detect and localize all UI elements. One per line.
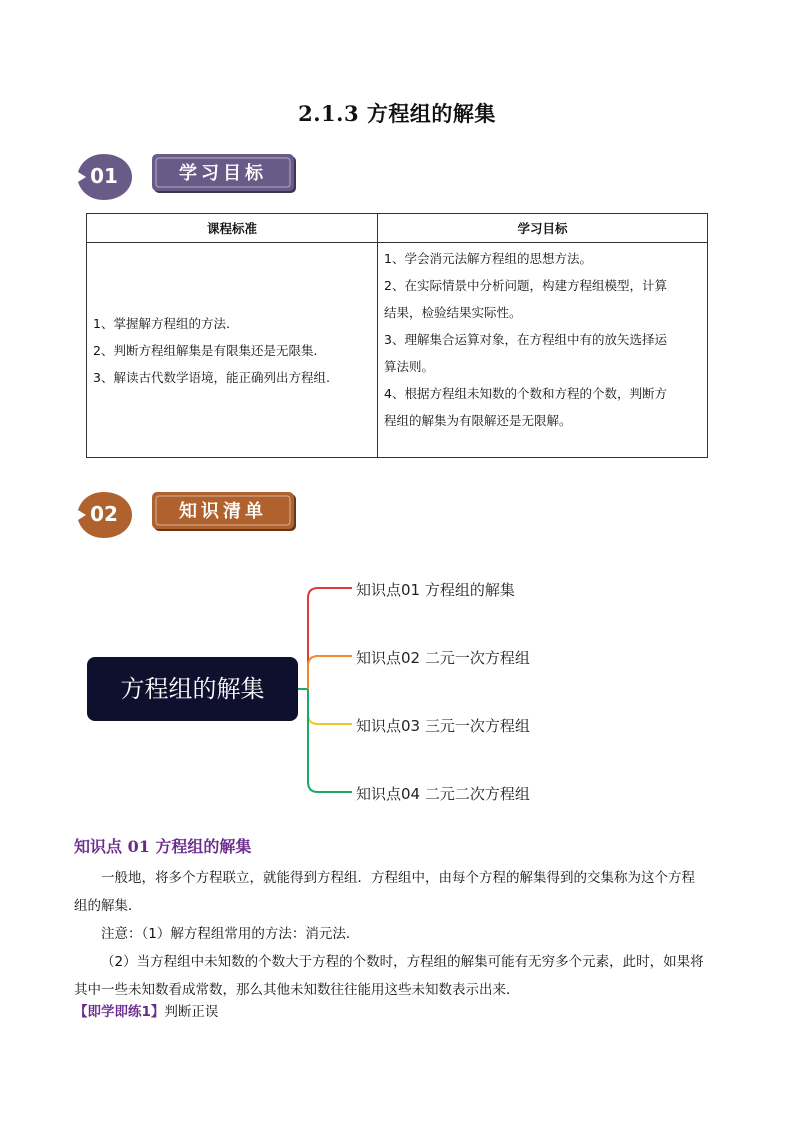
mindmap-branch: 知识点04 二元二次方程组 <box>356 785 530 803</box>
section-label: 知识清单 <box>179 501 267 522</box>
branch-connector-3 <box>308 689 352 724</box>
practice-text: 判断正误 <box>164 1004 219 1020</box>
objective-line: 4、根据方程组未知数的个数和方程的个数，判断方 <box>384 386 667 401</box>
objective-line: 结果，检验结果实际性。 <box>384 305 522 320</box>
objective-line: 2、在实际情景中分析问题，构建方程组模型，计算 <box>384 278 667 293</box>
section-header-knowledge <box>76 490 306 540</box>
objective-line: 1、学会消元法解方程组的思想方法。 <box>384 251 592 266</box>
note-line: 注意：（1）解方程组常用的方法：消元法． <box>101 926 360 942</box>
objective-line: 程组的解集为有限解还是无限解。 <box>384 413 572 428</box>
section-header-goals <box>76 152 306 202</box>
note-line: （2）当方程组中未知数的个数大于方程的个数时，方程组的解集可能有无穷多个元素，此时，如果将 <box>101 954 704 970</box>
branch-connector-4 <box>308 689 352 792</box>
standard-item: 3、解读古代数学语境，能正确列出方程组. <box>93 369 330 385</box>
objectives-cell <box>378 243 708 458</box>
mindmap-root: 方程组的解集 <box>87 657 298 721</box>
mindmap-branch: 知识点02 二元一次方程组 <box>356 649 530 667</box>
practice-tag: 【即学即练1】 <box>74 1004 165 1020</box>
objective-line: 算法则。 <box>384 359 435 374</box>
page-title: 2.1.3 方程组的解集 <box>298 101 496 126</box>
practice-prompt <box>74 998 218 1026</box>
section-number: 01 <box>90 164 118 188</box>
section-number: 02 <box>90 502 118 526</box>
knowledge-point-title: 知识点 01 方程组的解集 <box>74 837 252 856</box>
paragraph-line: 一般地，将多个方程联立，就能得到方程组．方程组中，由每个方程的解集得到的交集称为这个方程 <box>101 870 695 886</box>
branch-connector-1 <box>308 588 352 689</box>
table-header-standards: 课程标准 <box>87 214 378 243</box>
paragraph-line: 组的解集． <box>74 898 142 914</box>
mindmap-branch: 知识点03 三元一次方程组 <box>356 717 530 735</box>
paragraph <box>74 864 722 1004</box>
standards-cell <box>87 243 378 458</box>
goals-table <box>86 213 708 458</box>
standard-item: 1、掌握解方程组的方法. <box>93 315 230 331</box>
objective-line: 3、理解集合运算对象，在方程组中有的放矢选择运 <box>384 332 667 347</box>
branch-connector-2 <box>308 656 352 689</box>
section-label: 学习目标 <box>179 163 267 184</box>
mindmap <box>0 570 794 815</box>
note-line: 其中一些未知数看成常数，那么其他未知数往往能用这些未知数表示出来． <box>74 982 520 998</box>
mindmap-branch: 知识点01 方程组的解集 <box>356 581 515 599</box>
table-header-objectives: 学习目标 <box>378 214 708 243</box>
standard-item: 2、判断方程组解集是有限集还是无限集. <box>93 342 318 358</box>
